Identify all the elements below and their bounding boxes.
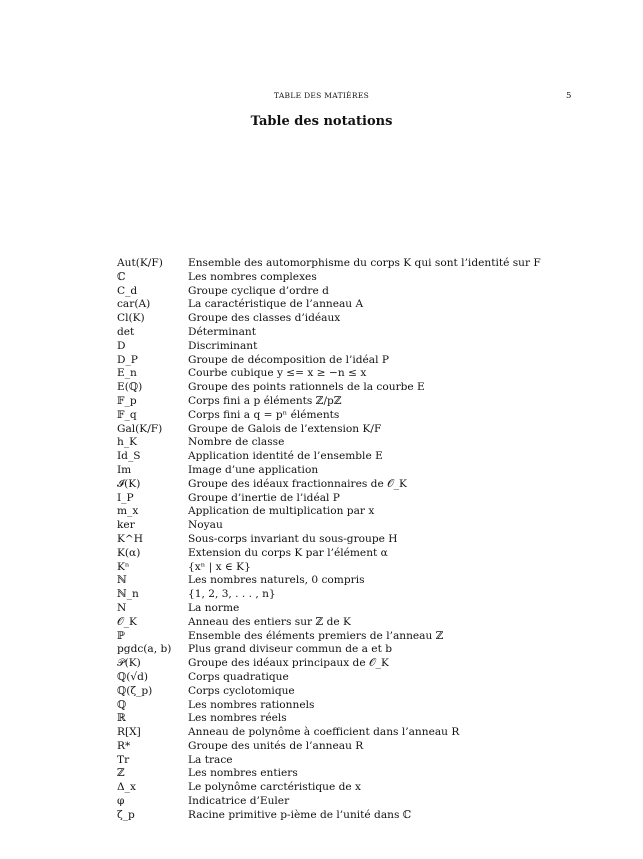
- notation-description: Groupe des unités de l’anneau R: [188, 739, 364, 752]
- notation-symbol: D: [117, 339, 126, 352]
- notation-description: Le polynôme carctéristique de x: [188, 781, 362, 794]
- notation-symbol: Tr: [117, 753, 130, 766]
- notation-description: Groupe des points rationnels de la courbe E: [188, 381, 425, 394]
- notation-description: Les nombres rationnels: [188, 698, 315, 711]
- notation-symbol: m_x: [117, 505, 139, 518]
- running-title: TABLE DES MATIÈRES: [273, 91, 370, 100]
- notation-row: [117, 795, 617, 809]
- notation-row: [117, 767, 617, 781]
- notation-description: Indicatrice d’Euler: [188, 795, 290, 808]
- notation-symbol: det: [117, 325, 135, 338]
- notation-symbol: R*: [117, 739, 131, 752]
- notation-symbol: ℙ: [117, 629, 125, 642]
- notation-description: La caractéristique de l’anneau A: [188, 298, 364, 311]
- notation-symbol: 𝓘(K): [117, 477, 141, 490]
- notation-symbol: E_n: [117, 367, 137, 380]
- notation-row: [117, 395, 617, 409]
- notation-row: [117, 699, 617, 713]
- notation-symbol: ζ_p: [117, 808, 135, 821]
- notation-row: [117, 643, 617, 657]
- notation-description: Ensemble des éléments premiers de l’anneau ℤ: [188, 629, 444, 642]
- notation-description: Groupe des idéaux principaux de 𝒪_K: [188, 657, 389, 670]
- notation-description: {xⁿ | x ∈ K}: [188, 560, 251, 573]
- notation-symbol: φ: [117, 795, 125, 808]
- notation-symbol: 𝔽_q: [117, 408, 137, 421]
- notation-row: [117, 547, 617, 561]
- notation-row: [117, 478, 617, 492]
- notation-row: [117, 671, 617, 685]
- notation-row: [117, 685, 617, 699]
- notation-symbol: Δ_x: [117, 781, 136, 794]
- notation-symbol: Im: [117, 463, 132, 476]
- notation-symbol: ℂ: [117, 270, 126, 283]
- notation-symbol: Cl(K): [117, 312, 145, 325]
- page-header: [0, 91, 643, 103]
- notation-symbol: I_P: [117, 491, 134, 504]
- notation-row: [117, 423, 617, 437]
- notation-row: [117, 781, 617, 795]
- notation-description: Les nombres entiers: [188, 767, 298, 780]
- notation-row: [117, 381, 617, 395]
- notation-row: [117, 809, 617, 823]
- notation-row: [117, 754, 617, 768]
- notation-symbol: ℤ: [117, 767, 125, 780]
- notation-row: [117, 326, 617, 340]
- notation-description: Extension du corps K par l’élément α: [188, 546, 388, 559]
- notation-symbol: E(ℚ): [117, 381, 143, 394]
- notation-row: [117, 285, 617, 299]
- notation-row: [117, 271, 617, 285]
- notation-description: Corps fini a q = pⁿ éléments: [188, 408, 340, 421]
- notation-description: La norme: [188, 601, 240, 614]
- notation-description: Courbe cubique y ≤= x ≥ −n ≤ x: [188, 367, 367, 380]
- notation-symbol: ℚ: [117, 698, 127, 711]
- notation-description: La trace: [188, 753, 233, 766]
- notation-description: Groupe des idéaux fractionnaires de 𝒪_K: [188, 477, 407, 490]
- notation-row: [117, 630, 617, 644]
- notation-row: [117, 726, 617, 740]
- notation-symbol: car(A): [117, 298, 151, 311]
- notation-symbol: ℕ_n: [117, 588, 139, 601]
- notation-description: Corps cyclotomique: [188, 684, 295, 697]
- notation-symbol: K^H: [117, 532, 144, 545]
- notation-row: [117, 533, 617, 547]
- notation-description: Corps quadratique: [188, 670, 289, 683]
- notation-row: [117, 519, 617, 533]
- notation-row: [117, 505, 617, 519]
- notation-symbol: R[X]: [117, 726, 141, 739]
- notation-description: {1, 2, 3, . . . , n}: [188, 588, 276, 601]
- notation-description: Les nombres réels: [188, 712, 287, 725]
- notation-row: [117, 298, 617, 312]
- notation-row: [117, 409, 617, 423]
- notation-description: Anneau des entiers sur ℤ de K: [188, 615, 351, 628]
- notation-description: Anneau de polynôme à coefficient dans l’anneau R: [188, 726, 460, 739]
- notation-description: Application de multiplication par x: [188, 505, 375, 518]
- notation-symbol: K(α): [117, 546, 141, 559]
- notation-description: Groupe des classes d’idéaux: [188, 312, 341, 325]
- section-title: Table des notations: [250, 114, 393, 129]
- notation-description: Groupe d’inertie de l’idéal P: [188, 491, 340, 504]
- notation-description: Racine primitive p-ième de l’unité dans ℂ: [188, 808, 412, 821]
- notation-symbol: Kⁿ: [117, 560, 130, 573]
- notation-symbol: 𝒪_K: [117, 615, 137, 628]
- notation-symbol: ker: [117, 519, 135, 532]
- notation-row: [117, 312, 617, 326]
- notation-description: Les nombres naturels, 0 compris: [188, 574, 365, 587]
- notation-row: [117, 574, 617, 588]
- notation-symbol: D_P: [117, 353, 138, 366]
- notation-symbol: pgdc(a, b): [117, 643, 172, 656]
- notation-description: Corps fini a p éléments ℤ/pℤ: [188, 394, 342, 407]
- notation-description: Image d’une application: [188, 463, 319, 476]
- notation-description: Discriminant: [188, 339, 258, 352]
- notation-symbol: C_d: [117, 284, 138, 297]
- notation-description: Ensemble des automorphisme du corps K qui sont l’identité sur F: [188, 257, 541, 269]
- notation-symbol: ℚ(√d): [117, 670, 149, 683]
- notation-row: [117, 616, 617, 630]
- notation-symbol: h_K: [117, 436, 138, 449]
- notation-row: [117, 436, 617, 450]
- notation-row: [117, 657, 617, 671]
- notation-row: [117, 602, 617, 616]
- notation-row: [117, 492, 617, 506]
- notation-row: [117, 561, 617, 575]
- notation-description: Application identité de l’ensemble E: [188, 450, 383, 463]
- notation-symbol: Id_S: [117, 450, 141, 463]
- notation-row: [117, 257, 617, 271]
- notation-symbol: Aut(K/F): [117, 257, 163, 269]
- notation-description: Groupe cyclique d’ordre d: [188, 284, 329, 297]
- notation-description: Les nombres complexes: [188, 270, 317, 283]
- notation-description: Sous-corps invariant du sous-groupe H: [188, 532, 398, 545]
- notation-symbol: N: [117, 601, 127, 614]
- notation-row: [117, 740, 617, 754]
- notation-description: Groupe de Galois de l’extension K/F: [188, 422, 382, 435]
- notation-row: [117, 340, 617, 354]
- notation-row: [117, 367, 617, 381]
- notation-symbol: Gal(K/F): [117, 422, 163, 435]
- notation-symbol: ℕ: [117, 574, 127, 587]
- page-number: 5: [566, 91, 572, 101]
- notation-description: Noyau: [188, 519, 223, 532]
- notation-description: Nombre de classe: [188, 436, 285, 449]
- notation-symbol: ℝ: [117, 712, 126, 725]
- notation-description: Groupe de décomposition de l’idéal P: [188, 353, 389, 366]
- notation-symbol: 𝔽_p: [117, 394, 137, 407]
- notation-row: [117, 712, 617, 726]
- notation-list: [117, 257, 617, 823]
- notation-row: [117, 354, 617, 368]
- notation-symbol: 𝒫(K): [117, 657, 141, 670]
- notation-row: [117, 588, 617, 602]
- notation-description: Plus grand diviseur commun de a et b: [188, 643, 392, 656]
- notation-description: Déterminant: [188, 325, 257, 338]
- notation-symbol: ℚ(ζ_p): [117, 684, 153, 697]
- notation-row: [117, 464, 617, 478]
- notation-row: [117, 450, 617, 464]
